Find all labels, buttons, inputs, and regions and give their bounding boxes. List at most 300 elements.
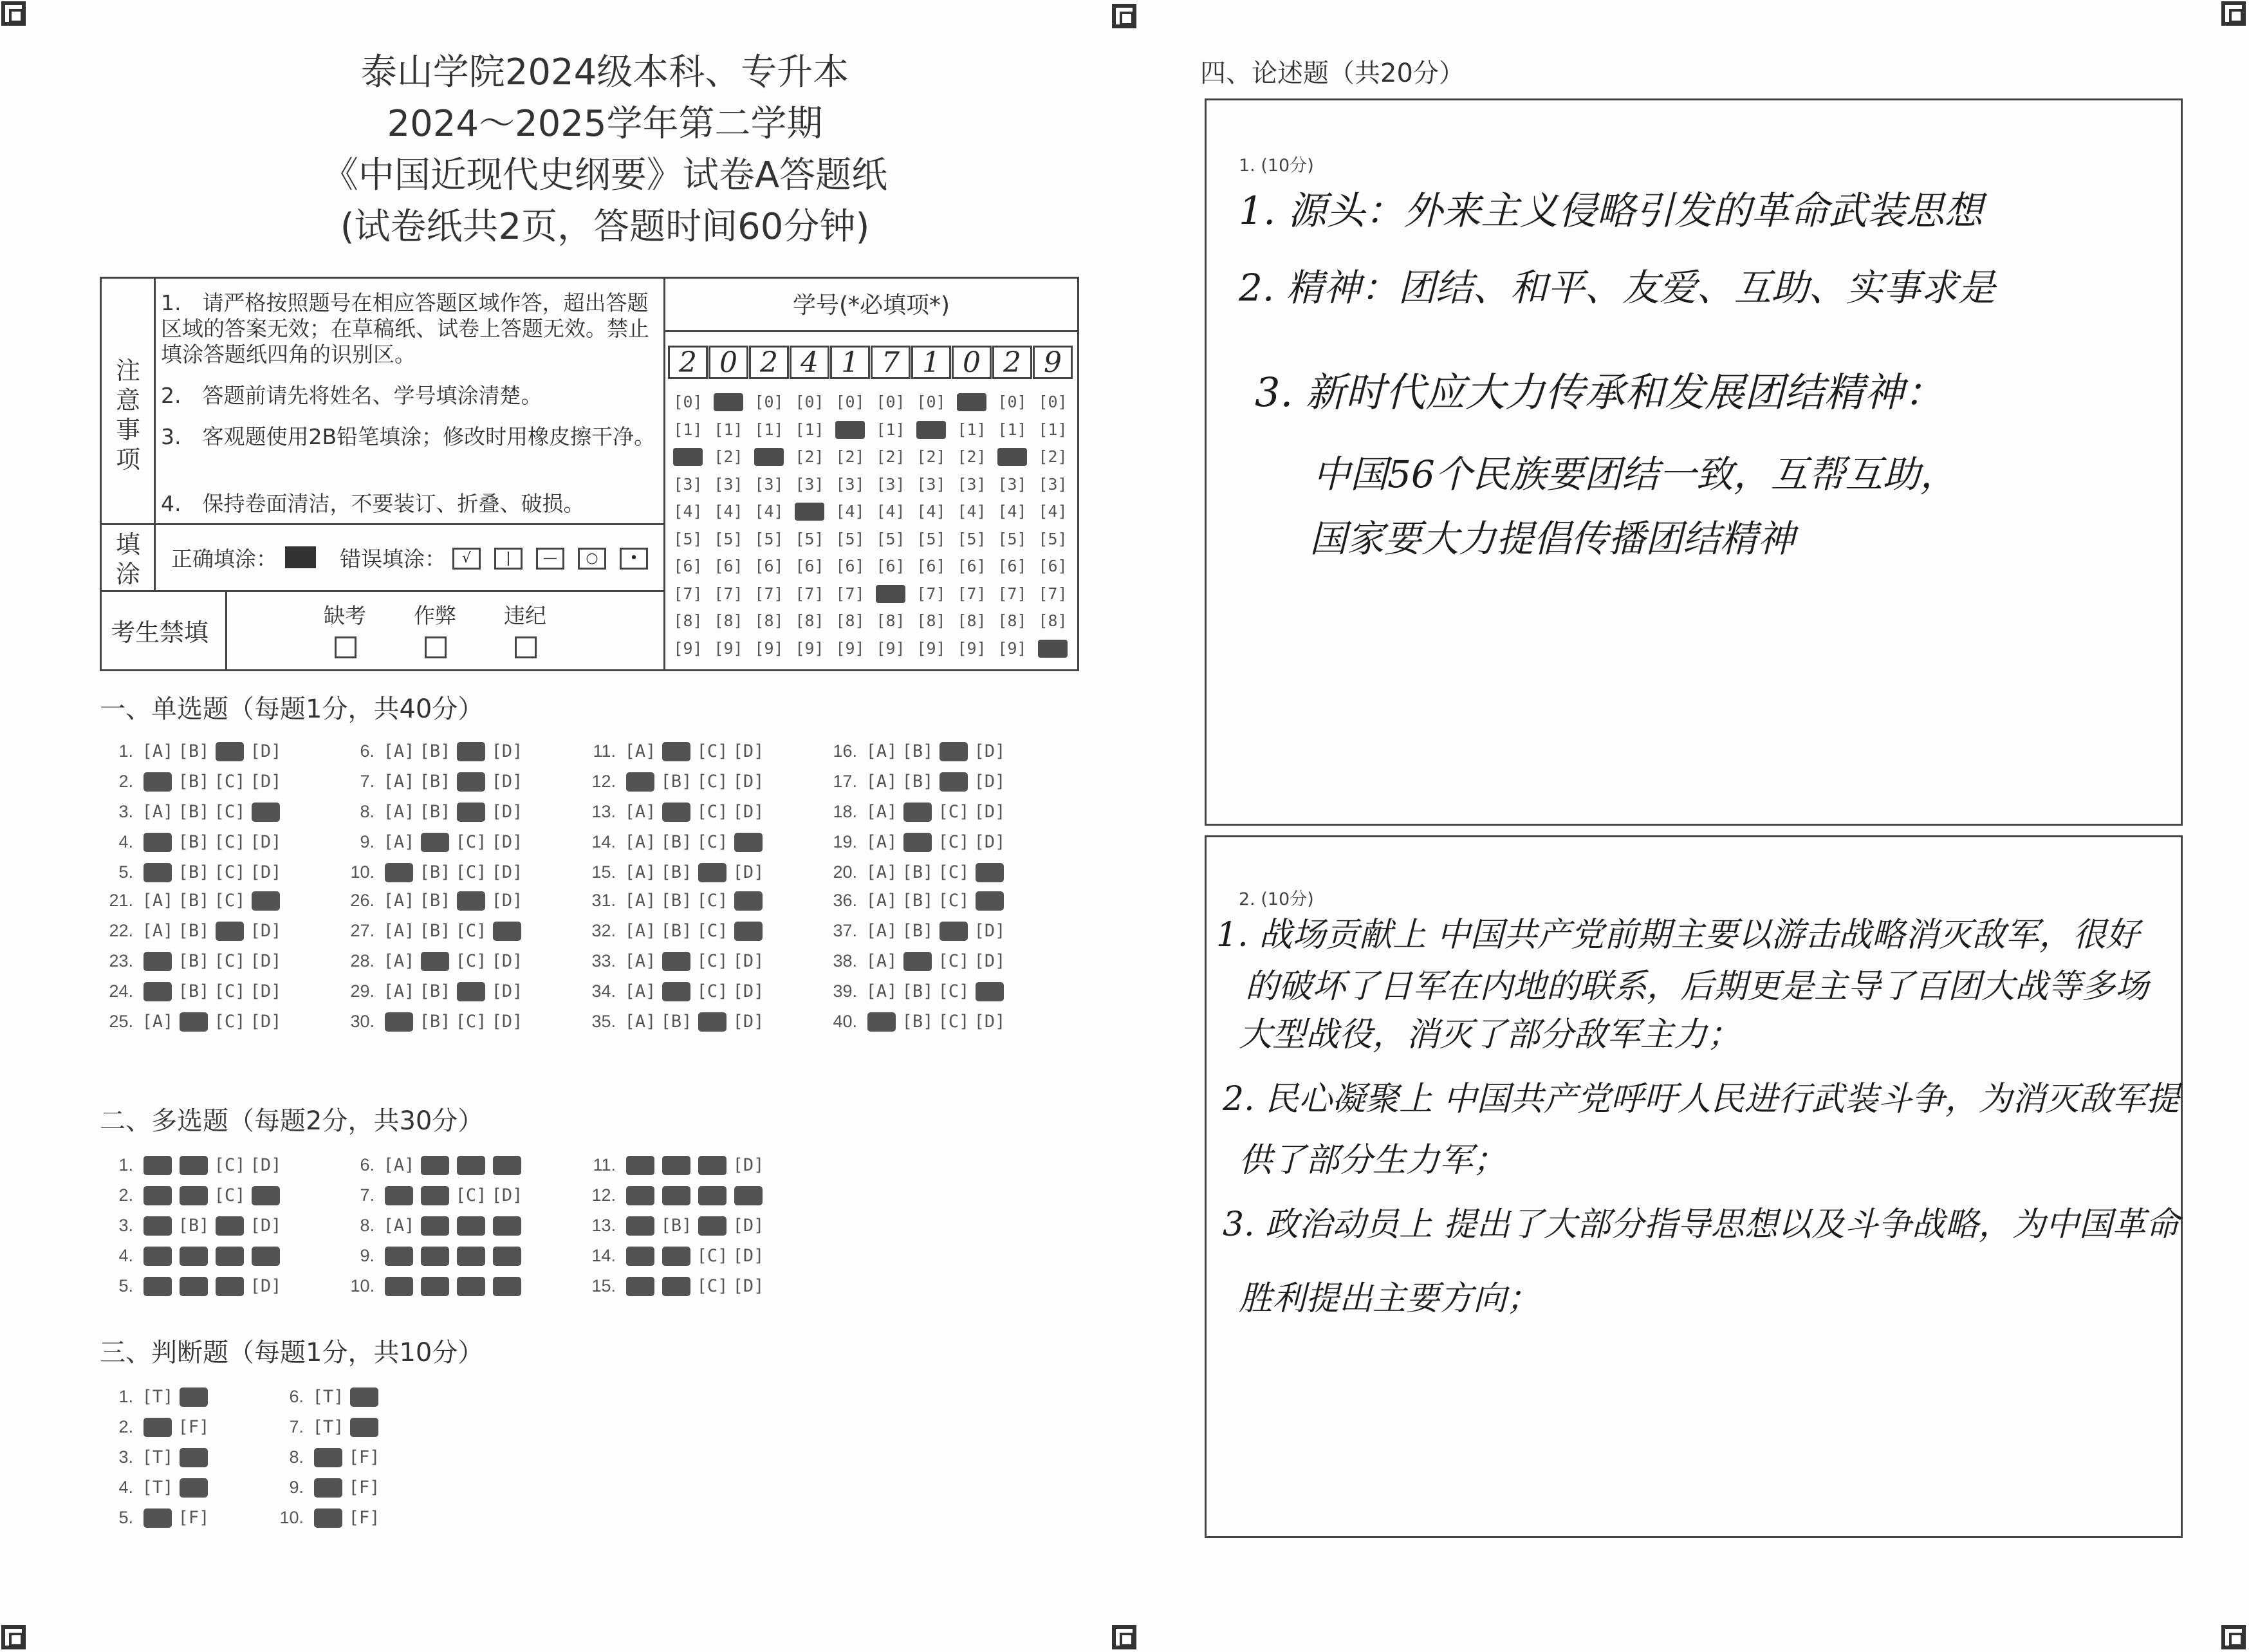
student-id-bubble[interactable]: [2] [916,447,946,466]
answer-bubble[interactable]: [B] [902,891,934,911]
student-id-bubble[interactable]: [7] [997,584,1027,603]
answer-bubble[interactable] [698,1156,727,1175]
answer-bubble[interactable]: [B] [902,772,934,792]
answer-bubble[interactable]: [C] [214,862,246,882]
answer-bubble[interactable]: [B] [660,772,692,792]
answer-bubble[interactable]: [A] [383,802,415,822]
student-id-bubble[interactable]: [4] [997,502,1027,521]
student-id-bubble[interactable]: [2] [835,447,865,466]
answer-bubble[interactable]: [B] [178,832,210,852]
answer-bubble[interactable] [314,1478,342,1498]
answer-bubble[interactable]: [B] [419,772,451,792]
answer-bubble[interactable] [976,982,1004,1001]
answer-bubble[interactable]: [D] [491,862,523,882]
answer-bubble[interactable]: [C] [214,891,246,911]
student-id-bubble[interactable]: [2] [714,447,743,466]
answer-bubble[interactable]: [B] [178,1216,210,1236]
answer-bubble[interactable]: [T] [142,1387,174,1407]
student-id-bubble[interactable]: [6] [714,557,743,575]
answer-bubble[interactable] [457,891,485,911]
answer-bubble[interactable]: [T] [142,1478,174,1498]
forbidden-item-checkbox[interactable] [425,636,447,658]
answer-bubble[interactable] [734,1186,763,1205]
forbidden-item-checkbox[interactable] [335,636,356,658]
answer-bubble[interactable]: [B] [660,1012,692,1032]
answer-bubble[interactable]: [D] [491,802,523,822]
answer-bubble[interactable]: [D] [250,1012,282,1032]
answer-bubble[interactable]: [C] [696,741,728,761]
answer-bubble[interactable]: [B] [178,921,210,941]
student-id-bubble[interactable]: [3] [754,474,784,494]
answer-bubble[interactable]: [C] [938,981,970,1001]
answer-bubble[interactable]: [B] [419,1012,451,1032]
student-id-bubble[interactable]: [4] [835,502,865,521]
answer-bubble[interactable]: [D] [250,741,282,761]
answer-bubble[interactable]: [D] [491,951,523,971]
student-id-bubble[interactable]: [7] [754,584,784,603]
answer-bubble[interactable] [626,1186,654,1205]
student-id-bubble[interactable]: [3] [916,474,946,494]
answer-bubble[interactable]: [D] [491,832,523,852]
answer-bubble[interactable] [421,952,449,971]
answer-bubble[interactable]: [A] [624,832,656,852]
answer-bubble[interactable] [421,1186,449,1205]
student-id-bubble[interactable]: [6] [876,557,905,575]
answer-bubble[interactable]: [B] [419,891,451,911]
answer-bubble[interactable]: [B] [660,862,692,882]
answer-bubble[interactable] [626,1277,654,1296]
student-id-bubble[interactable]: [2] [957,447,986,466]
answer-bubble[interactable]: [D] [491,891,523,911]
student-id-bubble[interactable] [754,448,784,466]
answer-bubble[interactable] [421,1216,449,1236]
answer-bubble[interactable]: [D] [732,862,764,882]
answer-bubble[interactable] [143,1216,172,1236]
student-id-bubble[interactable]: [5] [714,529,743,548]
answer-bubble[interactable] [143,863,172,882]
answer-bubble[interactable] [216,1277,244,1296]
answer-bubble[interactable] [662,982,690,1001]
answer-bubble[interactable]: [A] [865,921,898,941]
student-id-bubble[interactable]: [0] [754,393,784,411]
answer-bubble[interactable] [143,1508,172,1528]
answer-bubble[interactable] [493,1156,521,1175]
student-id-bubble[interactable]: [4] [754,502,784,521]
answer-bubble[interactable]: [D] [732,1012,764,1032]
answer-bubble[interactable] [662,1186,690,1205]
student-id-bubble[interactable]: [5] [1038,529,1068,548]
answer-bubble[interactable] [143,772,172,792]
answer-bubble[interactable]: [D] [491,741,523,761]
answer-bubble[interactable]: [F] [178,1508,210,1528]
answer-bubble[interactable]: [D] [250,981,282,1001]
student-id-bubble[interactable]: [7] [673,584,703,603]
answer-bubble[interactable]: [A] [865,951,898,971]
answer-bubble[interactable] [143,1156,172,1175]
answer-bubble[interactable] [662,1277,690,1296]
answer-bubble[interactable]: [C] [455,1012,487,1032]
student-id-bubble[interactable]: [3] [957,474,986,494]
answer-bubble[interactable] [976,863,1004,882]
answer-bubble[interactable]: [A] [624,951,656,971]
answer-bubble[interactable]: [C] [696,1276,728,1296]
answer-bubble[interactable] [180,1247,208,1266]
student-id-bubble[interactable]: [1] [957,420,986,439]
answer-bubble[interactable]: [B] [178,741,210,761]
answer-bubble[interactable] [180,1387,208,1407]
answer-bubble[interactable] [939,772,968,792]
answer-bubble[interactable] [421,1156,449,1175]
student-id-bubble[interactable]: [6] [916,557,946,575]
answer-bubble[interactable] [626,1216,654,1236]
student-id-bubble[interactable]: [5] [754,529,784,548]
answer-bubble[interactable] [903,833,932,852]
answer-bubble[interactable]: [C] [938,891,970,911]
answer-bubble[interactable]: [T] [142,1447,174,1467]
answer-bubble[interactable] [493,922,521,941]
student-id-bubble[interactable]: [0] [835,393,865,411]
answer-bubble[interactable]: [A] [624,921,656,941]
answer-bubble[interactable] [626,772,654,792]
answer-bubble[interactable] [314,1508,342,1528]
answer-bubble[interactable]: [C] [938,951,970,971]
answer-bubble[interactable] [385,1186,413,1205]
answer-bubble[interactable]: [D] [974,741,1006,761]
answer-bubble[interactable]: [C] [214,951,246,971]
answer-bubble[interactable]: [D] [974,1012,1006,1032]
student-id-bubble[interactable]: [1] [876,420,905,439]
answer-bubble[interactable] [252,1247,280,1266]
answer-bubble[interactable] [662,742,690,761]
answer-bubble[interactable] [143,952,172,971]
answer-bubble[interactable]: [D] [491,1012,523,1032]
student-id-bubble[interactable]: [8] [795,611,824,630]
answer-bubble[interactable] [143,1247,172,1266]
answer-bubble[interactable] [252,891,280,911]
answer-bubble[interactable]: [B] [419,802,451,822]
student-id-bubble[interactable] [916,421,946,439]
answer-bubble[interactable]: [D] [250,951,282,971]
student-id-bubble[interactable]: [3] [876,474,905,494]
answer-bubble[interactable] [626,1156,654,1175]
student-id-bubble[interactable]: [6] [835,557,865,575]
student-id-bubble[interactable]: [7] [795,584,824,603]
answer-bubble[interactable] [216,742,244,761]
answer-bubble[interactable] [457,803,485,822]
answer-bubble[interactable]: [D] [250,832,282,852]
student-id-bubble[interactable]: [6] [957,557,986,575]
student-id-bubble[interactable]: [8] [876,611,905,630]
student-id-bubble[interactable]: [0] [1038,393,1068,411]
student-id-bubble[interactable] [876,585,905,603]
answer-bubble[interactable]: [C] [214,802,246,822]
student-id-bubble[interactable]: [1] [754,420,784,439]
answer-bubble[interactable] [734,833,763,852]
answer-bubble[interactable]: [A] [865,981,898,1001]
student-id-bubble[interactable]: [9] [957,638,986,658]
answer-bubble[interactable]: [C] [696,891,728,911]
answer-bubble[interactable]: [C] [455,862,487,882]
answer-bubble[interactable]: [A] [865,741,898,761]
answer-bubble[interactable]: [A] [865,772,898,792]
answer-bubble[interactable]: [B] [660,921,692,941]
answer-bubble[interactable]: [C] [696,951,728,971]
answer-bubble[interactable]: [A] [383,741,415,761]
student-id-bubble[interactable]: [4] [957,502,986,521]
answer-bubble[interactable]: [C] [696,1246,728,1266]
answer-bubble[interactable]: [F] [348,1508,380,1528]
student-id-bubble[interactable]: [4] [876,502,905,521]
answer-bubble[interactable] [903,952,932,971]
student-id-bubble[interactable]: [1] [673,420,703,439]
answer-bubble[interactable] [457,1216,485,1236]
answer-bubble[interactable]: [A] [383,772,415,792]
answer-bubble[interactable] [662,803,690,822]
answer-bubble[interactable]: [A] [142,741,174,761]
answer-bubble[interactable] [457,1277,485,1296]
answer-bubble[interactable] [698,863,727,882]
answer-bubble[interactable] [626,1247,654,1266]
student-id-bubble[interactable]: [8] [714,611,743,630]
student-id-bubble[interactable]: [3] [714,474,743,494]
answer-bubble[interactable]: [B] [419,981,451,1001]
answer-bubble[interactable]: [A] [865,802,898,822]
answer-bubble[interactable]: [C] [455,951,487,971]
answer-bubble[interactable] [314,1448,342,1467]
answer-bubble[interactable] [143,1277,172,1296]
student-id-bubble[interactable]: [7] [1038,584,1068,603]
answer-bubble[interactable] [698,1186,727,1205]
answer-bubble[interactable]: [D] [732,1246,764,1266]
answer-bubble[interactable] [350,1387,378,1407]
answer-bubble[interactable] [493,1247,521,1266]
student-id-bubble[interactable]: [7] [714,584,743,603]
answer-bubble[interactable]: [D] [250,921,282,941]
answer-bubble[interactable]: [A] [624,802,656,822]
answer-bubble[interactable]: [C] [696,832,728,852]
answer-bubble[interactable] [143,1418,172,1437]
student-id-bubble[interactable]: [0] [876,393,905,411]
answer-bubble[interactable] [421,833,449,852]
answer-bubble[interactable]: [D] [250,1216,282,1236]
student-id-bubble[interactable]: [2] [1038,447,1068,466]
student-id-bubble[interactable]: [6] [795,557,824,575]
student-id-bubble[interactable]: [3] [795,474,824,494]
answer-bubble[interactable] [180,1186,208,1205]
answer-bubble[interactable]: [T] [312,1387,344,1407]
answer-bubble[interactable]: [D] [974,951,1006,971]
answer-bubble[interactable]: [D] [732,1216,764,1236]
answer-bubble[interactable]: [A] [142,802,174,822]
answer-bubble[interactable]: [B] [660,891,692,911]
answer-bubble[interactable] [662,1247,690,1266]
answer-bubble[interactable]: [C] [938,832,970,852]
answer-bubble[interactable]: [B] [419,862,451,882]
student-id-bubble[interactable]: [4] [916,502,946,521]
answer-bubble[interactable] [143,982,172,1001]
answer-bubble[interactable]: [C] [938,1012,970,1032]
answer-bubble[interactable] [457,772,485,792]
student-id-bubble[interactable]: [6] [997,557,1027,575]
answer-bubble[interactable]: [B] [178,981,210,1001]
answer-bubble[interactable]: [B] [902,862,934,882]
student-id-bubble[interactable]: [5] [916,529,946,548]
answer-bubble[interactable]: [B] [178,951,210,971]
student-id-bubble[interactable]: [0] [916,393,946,411]
student-id-bubble[interactable]: [5] [997,529,1027,548]
answer-bubble[interactable]: [D] [974,921,1006,941]
answer-bubble[interactable] [662,1156,690,1175]
student-id-bubble[interactable] [673,448,703,466]
answer-bubble[interactable] [350,1418,378,1437]
answer-bubble[interactable]: [A] [383,832,415,852]
answer-bubble[interactable]: [D] [732,741,764,761]
answer-bubble[interactable] [252,803,280,822]
student-id-bubble[interactable]: [9] [876,638,905,658]
student-id-bubble[interactable]: [7] [835,584,865,603]
answer-bubble[interactable]: [A] [383,951,415,971]
answer-bubble[interactable]: [F] [348,1478,380,1498]
answer-bubble[interactable]: [D] [250,1155,282,1175]
student-id-bubble[interactable]: [2] [795,447,824,466]
answer-bubble[interactable] [457,982,485,1001]
answer-bubble[interactable]: [A] [142,921,174,941]
answer-bubble[interactable] [493,1277,521,1296]
answer-bubble[interactable]: [B] [660,832,692,852]
answer-bubble[interactable]: [D] [491,1185,523,1205]
answer-bubble[interactable] [457,1247,485,1266]
answer-bubble[interactable]: [D] [732,1155,764,1175]
answer-bubble[interactable]: [B] [902,921,934,941]
answer-bubble[interactable]: [C] [696,921,728,941]
answer-bubble[interactable]: [F] [348,1447,380,1467]
student-id-bubble[interactable]: [1] [714,420,743,439]
answer-bubble[interactable]: [D] [732,1276,764,1296]
answer-bubble[interactable]: [A] [624,1012,656,1032]
student-id-bubble[interactable] [795,503,824,521]
answer-bubble[interactable]: [C] [214,772,246,792]
answer-bubble[interactable]: [A] [865,832,898,852]
answer-bubble[interactable]: [D] [491,981,523,1001]
student-id-bubble[interactable]: [9] [916,638,946,658]
answer-bubble[interactable]: [D] [491,772,523,792]
student-id-bubble[interactable] [1038,640,1068,658]
answer-bubble[interactable]: [D] [250,862,282,882]
student-id-bubble[interactable]: [3] [997,474,1027,494]
answer-bubble[interactable] [252,1186,280,1205]
student-id-bubble[interactable]: [9] [795,638,824,658]
answer-bubble[interactable]: [B] [902,741,934,761]
answer-bubble[interactable]: [D] [974,802,1006,822]
answer-bubble[interactable]: [B] [419,741,451,761]
student-id-bubble[interactable]: [3] [673,474,703,494]
answer-bubble[interactable]: [A] [624,981,656,1001]
student-id-bubble[interactable]: [8] [1038,611,1068,630]
answer-bubble[interactable] [385,1277,413,1296]
answer-bubble[interactable] [903,803,932,822]
answer-bubble[interactable] [698,1012,727,1032]
answer-bubble[interactable] [421,1277,449,1296]
answer-bubble[interactable] [216,1216,244,1236]
answer-bubble[interactable]: [B] [178,802,210,822]
student-id-bubble[interactable]: [8] [916,611,946,630]
student-id-bubble[interactable]: [5] [957,529,986,548]
forbidden-item-checkbox[interactable] [515,636,537,658]
student-id-bubble[interactable]: [0] [673,393,703,411]
student-id-bubble[interactable]: [4] [1038,502,1068,521]
answer-bubble[interactable]: [B] [178,891,210,911]
answer-bubble[interactable]: [A] [624,741,656,761]
answer-bubble[interactable] [385,1247,413,1266]
student-id-bubble[interactable]: [9] [997,638,1027,658]
student-id-bubble[interactable]: [2] [876,447,905,466]
student-id-bubble[interactable]: [6] [754,557,784,575]
student-id-bubble[interactable]: [1] [997,420,1027,439]
answer-bubble[interactable]: [A] [383,1155,415,1175]
answer-bubble[interactable] [939,922,968,941]
answer-bubble[interactable] [734,891,763,911]
answer-bubble[interactable]: [B] [178,862,210,882]
answer-bubble[interactable]: [C] [455,1185,487,1205]
student-id-bubble[interactable]: [8] [673,611,703,630]
student-id-bubble[interactable]: [4] [673,502,703,521]
answer-bubble[interactable] [698,1216,727,1236]
answer-bubble[interactable]: [B] [419,921,451,941]
student-id-bubble[interactable]: [4] [714,502,743,521]
answer-bubble[interactable]: [C] [938,862,970,882]
student-id-bubble[interactable]: [7] [957,584,986,603]
student-id-bubble[interactable]: [1] [1038,420,1068,439]
answer-bubble[interactable]: [B] [902,981,934,1001]
answer-bubble[interactable]: [D] [732,802,764,822]
student-id-bubble[interactable] [997,448,1027,466]
answer-bubble[interactable]: [A] [142,891,174,911]
student-id-bubble[interactable]: [8] [754,611,784,630]
answer-bubble[interactable] [421,1247,449,1266]
answer-bubble[interactable]: [C] [455,921,487,941]
answer-bubble[interactable]: [D] [250,1276,282,1296]
student-id-bubble[interactable]: [9] [754,638,784,658]
answer-bubble[interactable]: [A] [624,891,656,911]
answer-bubble[interactable]: [C] [455,832,487,852]
student-id-bubble[interactable]: [5] [673,529,703,548]
answer-bubble[interactable] [493,1216,521,1236]
answer-bubble[interactable] [180,1277,208,1296]
answer-bubble[interactable]: [T] [312,1417,344,1437]
student-id-bubble[interactable]: [9] [714,638,743,658]
student-id-bubble[interactable]: [3] [1038,474,1068,494]
student-id-bubble[interactable]: [6] [673,557,703,575]
answer-bubble[interactable] [180,1012,208,1032]
student-id-bubble[interactable] [714,393,743,411]
student-id-bubble[interactable]: [0] [997,393,1027,411]
answer-bubble[interactable]: [C] [696,981,728,1001]
answer-bubble[interactable] [180,1448,208,1467]
student-id-bubble[interactable]: [8] [957,611,986,630]
student-id-bubble[interactable]: [9] [673,638,703,658]
answer-bubble[interactable] [734,922,763,941]
answer-bubble[interactable]: [C] [696,802,728,822]
answer-bubble[interactable] [143,833,172,852]
student-id-bubble[interactable]: [8] [835,611,865,630]
answer-bubble[interactable]: [C] [214,1012,246,1032]
answer-bubble[interactable]: [C] [938,802,970,822]
student-id-bubble[interactable]: [5] [876,529,905,548]
answer-bubble[interactable]: [A] [865,891,898,911]
answer-bubble[interactable]: [B] [178,772,210,792]
student-id-bubble[interactable]: [5] [835,529,865,548]
answer-bubble[interactable]: [A] [383,1216,415,1236]
